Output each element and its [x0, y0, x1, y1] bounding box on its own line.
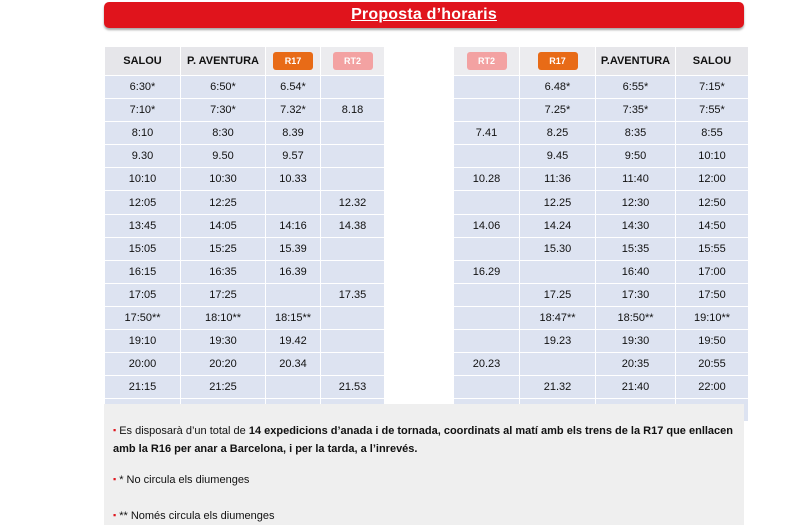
table-row — [105, 145, 385, 168]
table-cell: 15:55 — [676, 237, 749, 260]
table-cell — [321, 122, 385, 145]
table-row — [105, 330, 385, 353]
table-cell: 7.25* — [520, 99, 596, 122]
table-cell: 9.30 — [105, 145, 181, 168]
header-rt2 — [321, 47, 385, 76]
table-cell: 8:35 — [596, 122, 676, 145]
table-cell: 17:05 — [105, 283, 181, 306]
table-cell: 21:40 — [596, 376, 676, 399]
table-cell: 18:10** — [181, 306, 266, 329]
table-cell — [321, 168, 385, 191]
table-cell — [321, 330, 385, 353]
table-cell — [454, 306, 520, 329]
bullet-icon: ▪ — [113, 425, 117, 435]
note-total-expeditions — [113, 422, 738, 458]
table-cell: 20.34 — [266, 353, 321, 376]
header-r17 — [266, 47, 321, 76]
table-cell — [266, 191, 321, 214]
table-cell: 12.32 — [321, 191, 385, 214]
table-row — [105, 353, 385, 376]
table-cell: 17.25 — [520, 283, 596, 306]
table-cell: 7:30* — [181, 99, 266, 122]
note-text: Es disposarà d’un total de — [119, 425, 249, 437]
header-r17 — [520, 47, 596, 76]
table-cell: 9:50 — [596, 145, 676, 168]
table-cell: 7:15* — [676, 76, 749, 99]
table-row — [105, 122, 385, 145]
table-cell — [321, 237, 385, 260]
table-row — [454, 353, 749, 376]
table-cell — [321, 76, 385, 99]
table-cell: 17:30 — [596, 283, 676, 306]
header-salou: SALOU — [105, 47, 181, 76]
table-cell — [321, 353, 385, 376]
r17-badge: R17 — [273, 52, 313, 70]
table-row — [454, 145, 749, 168]
table-cell: 21.53 — [321, 376, 385, 399]
table-row — [454, 330, 749, 353]
table-row — [454, 122, 749, 145]
table-cell: 8:55 — [676, 122, 749, 145]
table-cell: 9.50 — [181, 145, 266, 168]
table-cell: 8.18 — [321, 99, 385, 122]
table-cell: 19:30 — [181, 330, 266, 353]
table-row — [105, 99, 385, 122]
table-cell: 12:30 — [596, 191, 676, 214]
table-cell: 18:47** — [520, 306, 596, 329]
table-cell — [454, 191, 520, 214]
table-cell: 15:35 — [596, 237, 676, 260]
table-cell: 7:55* — [676, 99, 749, 122]
table-cell — [321, 306, 385, 329]
table-row — [105, 214, 385, 237]
note-sundays-only — [113, 510, 275, 522]
table-cell: 12:05 — [105, 191, 181, 214]
table-cell: 19:10 — [105, 330, 181, 353]
table-cell: 17:50 — [676, 283, 749, 306]
table-row — [454, 376, 749, 399]
table-cell: 14:16 — [266, 214, 321, 237]
table-header-row — [454, 47, 749, 76]
table-cell: 7.41 — [454, 122, 520, 145]
table-cell: 6.48* — [520, 76, 596, 99]
table-cell — [321, 260, 385, 283]
table-row — [454, 306, 749, 329]
note-text-bold: 14 expedicions d’anada i de tornada, coordinats al matí amb els trens de la R17 que enllacen amb la R16 per anar a Barcelona, i per la tarda, a l’inrevés. — [113, 425, 734, 455]
rt2-badge: RT2 — [467, 52, 507, 70]
table-cell — [454, 145, 520, 168]
table-header-row — [105, 47, 385, 76]
table-cell: 8:30 — [181, 122, 266, 145]
table-cell: 19.23 — [520, 330, 596, 353]
table-cell: 22:00 — [676, 376, 749, 399]
table-row — [454, 237, 749, 260]
table-cell: 21:15 — [105, 376, 181, 399]
page-title: Proposta d’horaris — [351, 6, 497, 23]
table-cell: 15:05 — [105, 237, 181, 260]
table-cell: 9.45 — [520, 145, 596, 168]
table-cell — [454, 237, 520, 260]
table-cell: 18:50** — [596, 306, 676, 329]
table-row — [105, 260, 385, 283]
table-cell: 19:10** — [676, 306, 749, 329]
table-cell — [321, 145, 385, 168]
table-cell: 16:15 — [105, 260, 181, 283]
table-cell — [454, 76, 520, 99]
note-text: * No circula els diumenges — [119, 474, 250, 486]
table-cell: 15.39 — [266, 237, 321, 260]
title-banner — [104, 2, 744, 28]
table-row — [454, 283, 749, 306]
table-cell — [454, 330, 520, 353]
table-cell: 14.06 — [454, 214, 520, 237]
table-cell — [520, 353, 596, 376]
table-cell: 10:10 — [676, 145, 749, 168]
note-text: ** Només circula els diumenges — [119, 510, 275, 522]
table-cell: 21.32 — [520, 376, 596, 399]
table-cell: 8:10 — [105, 122, 181, 145]
table-cell: 6.54* — [266, 76, 321, 99]
header-port-aventura: P. AVENTURA — [181, 47, 266, 76]
table-row — [454, 214, 749, 237]
table-cell: 20.23 — [454, 353, 520, 376]
table-cell: 14:05 — [181, 214, 266, 237]
table-cell: 7:10* — [105, 99, 181, 122]
table-cell: 17:50** — [105, 306, 181, 329]
table-cell: 17:25 — [181, 283, 266, 306]
table-cell: 16.39 — [266, 260, 321, 283]
table-cell: 6:50* — [181, 76, 266, 99]
table-cell: 8.25 — [520, 122, 596, 145]
table-cell: 10.33 — [266, 168, 321, 191]
r17-badge: R17 — [538, 52, 578, 70]
rt2-badge: RT2 — [333, 52, 373, 70]
table-row — [105, 76, 385, 99]
table-cell: 19:30 — [596, 330, 676, 353]
table-row — [454, 191, 749, 214]
table-cell: 7.32* — [266, 99, 321, 122]
table-cell: 16:40 — [596, 260, 676, 283]
table-cell: 6:55* — [596, 76, 676, 99]
table-cell: 11:40 — [596, 168, 676, 191]
table-cell: 14:30 — [596, 214, 676, 237]
table-row — [105, 237, 385, 260]
table-cell — [520, 260, 596, 283]
table-cell: 20:00 — [105, 353, 181, 376]
table-row — [105, 306, 385, 329]
table-cell: 13:45 — [105, 214, 181, 237]
table-cell: 11:36 — [520, 168, 596, 191]
table-row — [454, 99, 749, 122]
header-port-aventura: P.AVENTURA — [596, 47, 676, 76]
table-cell — [266, 376, 321, 399]
table-row — [105, 376, 385, 399]
table-cell: 17.35 — [321, 283, 385, 306]
table-cell: 16.29 — [454, 260, 520, 283]
notes-panel — [104, 404, 744, 525]
table-cell: 8.39 — [266, 122, 321, 145]
header-salou: SALOU — [676, 47, 749, 76]
table-cell: 12.25 — [520, 191, 596, 214]
table-row — [105, 191, 385, 214]
table-cell: 14.38 — [321, 214, 385, 237]
table-row — [105, 168, 385, 191]
table-cell: 15:25 — [181, 237, 266, 260]
table-cell: 17:00 — [676, 260, 749, 283]
table-cell: 14:50 — [676, 214, 749, 237]
return-timetable — [453, 46, 749, 422]
bullet-icon: ▪ — [113, 474, 117, 484]
table-cell: 19.42 — [266, 330, 321, 353]
table-row — [454, 260, 749, 283]
table-cell: 9.57 — [266, 145, 321, 168]
table-cell — [454, 99, 520, 122]
table-cell: 6:30* — [105, 76, 181, 99]
table-row — [105, 283, 385, 306]
outbound-timetable — [104, 46, 385, 422]
table-cell — [266, 283, 321, 306]
table-cell: 15.30 — [520, 237, 596, 260]
header-rt2 — [454, 47, 520, 76]
table-cell — [454, 376, 520, 399]
table-cell: 10:10 — [105, 168, 181, 191]
table-cell: 12:25 — [181, 191, 266, 214]
table-cell: 14.24 — [520, 214, 596, 237]
table-cell: 20:35 — [596, 353, 676, 376]
table-cell: 21:25 — [181, 376, 266, 399]
table-cell: 12:00 — [676, 168, 749, 191]
table-cell — [454, 283, 520, 306]
table-cell: 12:50 — [676, 191, 749, 214]
table-cell: 20:55 — [676, 353, 749, 376]
table-cell: 10.28 — [454, 168, 520, 191]
table-cell: 19:50 — [676, 330, 749, 353]
table-cell: 18:15** — [266, 306, 321, 329]
bullet-icon: ▪ — [113, 510, 117, 520]
table-row — [454, 168, 749, 191]
table-cell: 7:35* — [596, 99, 676, 122]
table-cell: 20:20 — [181, 353, 266, 376]
note-no-sundays — [113, 474, 249, 486]
table-cell: 10:30 — [181, 168, 266, 191]
table-cell: 16:35 — [181, 260, 266, 283]
table-row — [454, 76, 749, 99]
